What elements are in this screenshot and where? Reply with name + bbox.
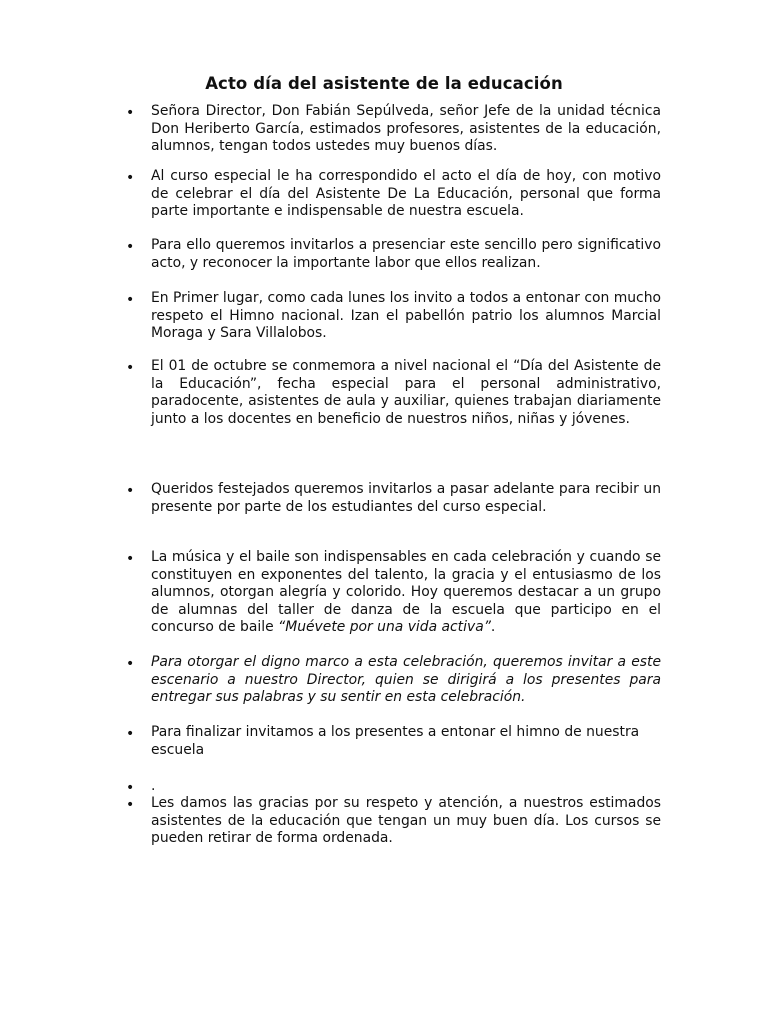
paragraph-commemoration: El 01 de octubre se conmemora a nivel nacional el “Día del Asistente de la Educación”, fecha especial para el personal administrativo, paradocente, asistentes de aula y auxiliar, quienes trabajan diariamente junto a los docentes en beneficio de nuestros niños, niñas y jóvenes. — [151, 358, 661, 427]
paragraph-national-anthem: En Primer lugar, como cada lunes los invito a todos a entonar con mucho respeto el Himno nacional. Izan el pabellón patrio los alumnos Marcial Moraga y Sara Villalobos. — [151, 290, 661, 342]
paragraph-intro: Al curso especial le ha correspondido el acto el día de hoy, con motivo de celebrar el día del Asistente De La Educación, personal que forma parte importante e indispensable de nuestra escuela. — [151, 168, 661, 220]
bullet-icon: • — [126, 483, 135, 499]
bullet-icon: • — [126, 726, 135, 742]
bullet-icon: • — [126, 656, 135, 672]
paragraph-school-anthem: Para finalizar invitamos a los presentes a entonar el himno de nuestra escuela — [151, 724, 640, 758]
paragraph-dance-quote: “Muévete por una vida activa” — [278, 619, 491, 636]
document-title: Acto día del asistente de la educación — [205, 74, 563, 93]
bullet-icon: • — [126, 105, 135, 121]
paragraph-dance-end: . — [490, 619, 496, 636]
paragraph-dance — [151, 549, 661, 637]
paragraph-greeting: Señora Director, Don Fabián Sepúlveda, señor Jefe de la unidad técnica Don Heriberto García, estimados profesores, asistentes de la educación, alumnos, tengan todos ustedes muy buenos días. — [151, 103, 661, 155]
bullet-icon: • — [126, 797, 135, 813]
paragraph-invitation: Para ello queremos invitarlos a presenciar este sencillo pero significativo acto, y reconocer la importante labor que ellos realizan. — [151, 237, 661, 271]
bullet-icon: • — [126, 239, 135, 255]
paragraph-gift: Queridos festejados queremos invitarlos a pasar adelante para recibir un presente por parte de los estudiantes del curso especial. — [151, 481, 661, 515]
paragraph-director: Para otorgar el digno marco a esta celebración, queremos invitar a este escenario a nuestro Director, quien se dirigirá a los presentes para entregar sus palabras y su sentir en esta celebración. — [151, 654, 661, 706]
bullet-icon: • — [126, 551, 135, 567]
bullet-icon: • — [126, 780, 135, 796]
bullet-icon: • — [126, 170, 135, 186]
bullet-icon: • — [126, 292, 135, 308]
paragraph-dance-body: La música y el baile son indispensables en cada celebración y cuando se constituyen en exponentes del talento, la gracia y el entusiasmo de los alumnos, otorgan alegría y colorido. Hoy queremos destacar a un grupo de alumnas del taller de danza de la escuela que participo en el concurso de baile — [151, 549, 661, 636]
paragraph-dot: . — [151, 778, 156, 794]
bullet-icon: • — [126, 360, 135, 376]
paragraph-closing: Les damos las gracias por su respeto y atención, a nuestros estimados asistentes de la educación que tengan un muy buen día. Los cursos se pueden retirar de forma ordenada. — [151, 795, 661, 847]
